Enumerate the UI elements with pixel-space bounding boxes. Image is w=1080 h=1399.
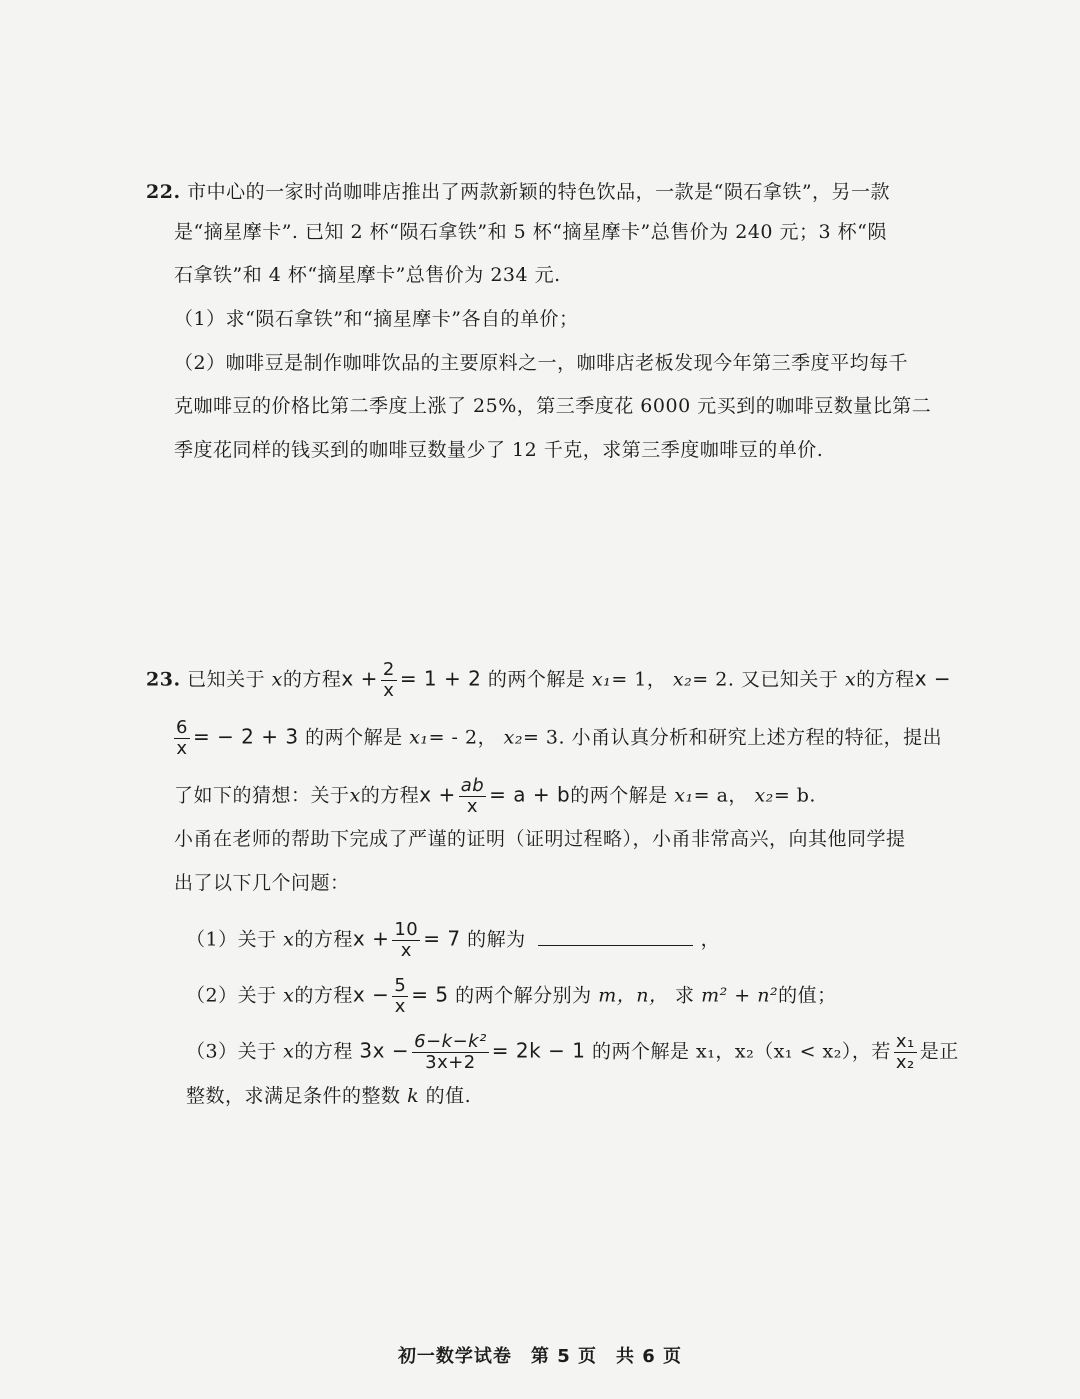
answer-blank[interactable]	[538, 927, 693, 946]
q22-part-2-line-3: 季度花同样的钱买到的咖啡豆数量少了 12 千克，求第三季度咖啡豆的单价.	[174, 439, 824, 461]
q23-text: 的值；	[778, 984, 837, 1007]
q23-text: 是正	[919, 1040, 959, 1063]
fraction-den: 3x+2	[425, 1052, 476, 1073]
q22-text-1: 市中心的一家时尚咖啡店推出了两款新颖的特色饮品，一款是“陨石拿铁”，另一款	[187, 181, 891, 203]
q23-text: 了如下的猜想：关于	[174, 784, 350, 807]
fraction-den: x	[176, 738, 188, 759]
math-expr: = − 2 + 3	[192, 724, 299, 749]
q23-text: = b.	[773, 784, 816, 807]
fraction-x1-over-x2	[894, 1032, 917, 1073]
q23-text: 的解为	[467, 928, 526, 951]
q22-part-1: （1）求“陨石拿铁”和“摘星摩卡”各自的单价；	[174, 308, 579, 330]
q23-line-1	[146, 660, 951, 701]
var-x: x	[283, 928, 295, 951]
q23-text: = 2. 又已知关于	[692, 668, 839, 691]
var-x2: x₂	[672, 668, 693, 691]
q23-number: 23.	[146, 668, 181, 691]
q23-text: 的方程	[360, 784, 420, 807]
fraction-10-over-x	[392, 920, 420, 961]
var-x: x	[844, 668, 857, 691]
q23-text: 求	[675, 984, 695, 1007]
fraction-k-expr	[412, 1032, 489, 1073]
q23-text: 的方程	[294, 928, 353, 951]
fraction-den: x	[466, 796, 479, 817]
fraction-num: 10	[394, 919, 419, 940]
q23-text: = 3. 小甬认真分析和研究上述方程的特征，提出	[522, 726, 943, 749]
math-expr: = 1 + 2	[399, 666, 482, 691]
fraction-den: x	[400, 940, 412, 961]
q22-part-2-line-1: （2）咖啡豆是制作咖啡饮品的主要原料之一，咖啡店老板发现今年第三季度平均每千	[174, 352, 909, 374]
math-expr: x −	[914, 666, 952, 691]
q23-text: x₁，x₂（x₁ < x₂），若	[696, 1040, 891, 1063]
fraction-5-over-x	[392, 976, 408, 1017]
q23-part-3-line-2	[186, 1083, 471, 1109]
q23-line-4: 小甬在老师的帮助下完成了严谨的证明（证明过程略），小甬非常高兴，向其他同学提	[174, 828, 906, 850]
var-x: x	[283, 1040, 295, 1063]
q23-text: 的方程	[294, 1040, 353, 1063]
fraction-num: x₁	[895, 1031, 915, 1052]
q23-text: = 1，	[611, 668, 667, 691]
q23-line-5: 出了以下几个问题：	[174, 872, 350, 894]
fraction-num: ab	[460, 775, 485, 796]
q23-text: 的两个解是	[570, 784, 668, 807]
fraction-6-over-x	[174, 718, 190, 759]
fraction-den: x	[394, 996, 406, 1017]
math-expr: = a + b	[489, 782, 571, 807]
q23-text: 的方程	[282, 668, 342, 691]
q22-line-1	[146, 179, 890, 205]
q23-text: （1）关于	[186, 928, 277, 951]
q23-part-3	[186, 1032, 959, 1073]
q23-text: 的值.	[425, 1085, 472, 1107]
q23-text: = - 2，	[428, 726, 498, 749]
var-x2: x₂	[503, 726, 523, 749]
var-x1: x₁	[674, 784, 694, 807]
math-expr: x +	[419, 782, 456, 807]
q23-text: 的两个解分别为	[455, 984, 592, 1007]
q23-text: （3）关于	[186, 1040, 277, 1063]
q23-line-3	[174, 776, 816, 817]
fraction-num: 6−k−k²	[414, 1031, 487, 1052]
fraction-2-over-x	[381, 660, 397, 701]
q23-text: 已知关于	[187, 668, 266, 691]
var-x1: x₁	[409, 726, 429, 749]
q23-text: 的两个解是	[487, 668, 586, 691]
q23-text: 的方程	[294, 984, 353, 1007]
fraction-ab-over-x	[459, 776, 486, 817]
fraction-num: 5	[394, 975, 407, 996]
page-footer: 初一数学试卷 第 5 页 共 6 页	[397, 1346, 683, 1367]
q23-text: 的两个解是	[305, 726, 403, 749]
fraction-den: x₂	[895, 1052, 915, 1073]
q23-text: = a，	[693, 784, 748, 807]
q22-part-2-line-2: 克咖啡豆的价格比第二季度上涨了 25%，第三季度花 6000 元买到的咖啡豆数量比第二	[174, 395, 932, 417]
var-mn: m，n，	[598, 984, 669, 1007]
math-expr: x +	[352, 926, 390, 951]
q23-part-1	[186, 920, 720, 961]
q23-line-2	[174, 718, 942, 759]
var-k: k	[407, 1085, 420, 1107]
fraction-den: x	[383, 680, 395, 701]
q22-line-3: 石拿铁”和 4 杯“摘星摩卡”总售价为 234 元.	[174, 264, 561, 286]
math-expr: = 5	[411, 982, 449, 1007]
q23-text: 的两个解是	[591, 1040, 690, 1063]
math-expr: = 7	[423, 926, 461, 951]
q23-text: 的方程	[856, 668, 915, 691]
math-expr: 3x −	[359, 1038, 410, 1063]
math-expr: m² + n²	[701, 984, 779, 1007]
q23-part-2	[186, 976, 837, 1017]
q23-text: ，	[700, 928, 721, 951]
q22-line-2: 是“摘星摩卡”. 已知 2 杯“陨石拿铁”和 5 杯“摘星摩卡”总售价为 240 元；3 杯“陨	[174, 221, 887, 243]
var-x1: x₁	[591, 668, 612, 691]
math-expr: x +	[341, 666, 378, 691]
var-x: x	[349, 784, 361, 807]
fraction-num: 2	[382, 659, 395, 680]
var-x: x	[283, 984, 295, 1007]
q23-text: （2）关于	[186, 984, 277, 1007]
var-x: x	[271, 668, 283, 691]
fraction-num: 6	[176, 717, 188, 738]
var-x2: x₂	[754, 784, 774, 807]
q22-number: 22.	[146, 181, 181, 203]
math-expr: = 2k − 1	[491, 1038, 586, 1063]
math-expr: x −	[352, 982, 390, 1007]
q23-text: 整数，求满足条件的整数	[186, 1085, 401, 1107]
